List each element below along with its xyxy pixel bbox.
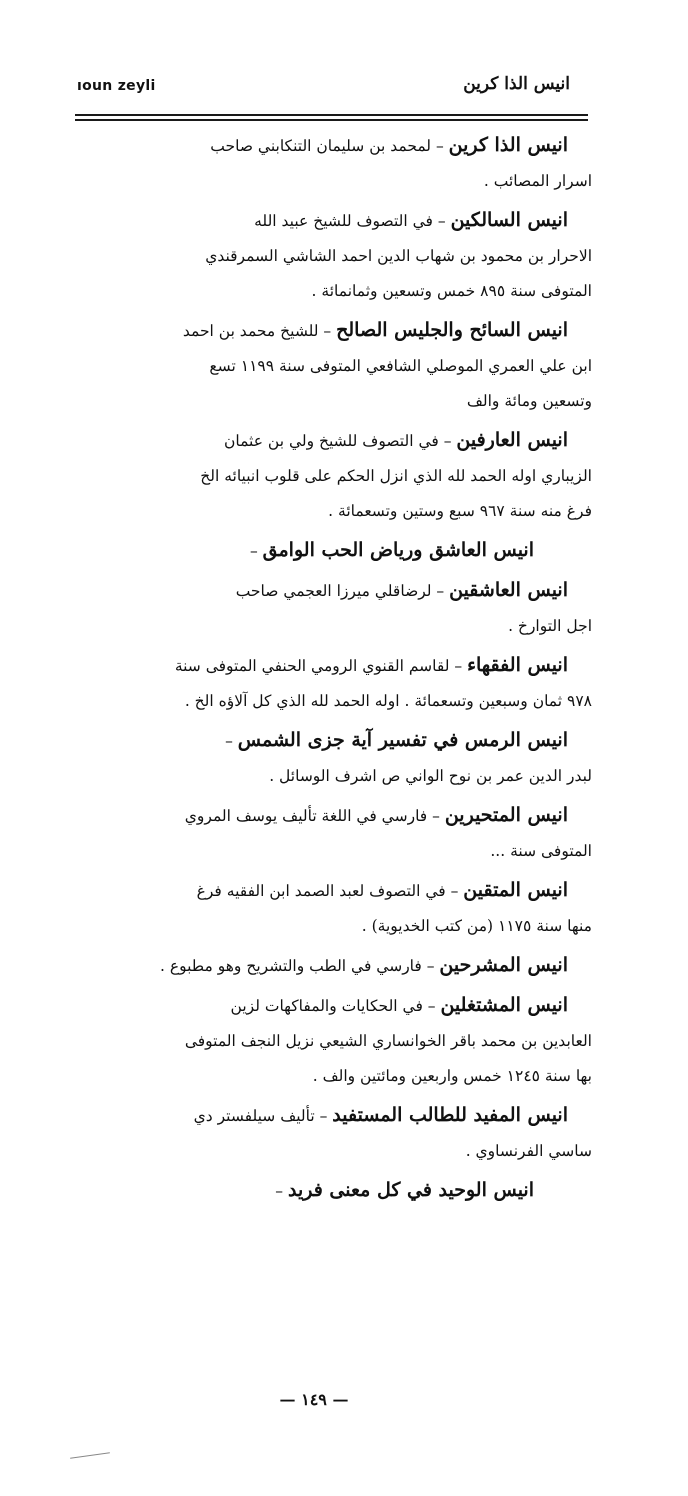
entry-line	[98, 203, 592, 239]
entry-headword: انيس السائح والجليس الصالح	[336, 319, 568, 341]
entry-text: – تأليف سيلفستر دي	[193, 1107, 333, 1125]
header-rule-top	[75, 114, 588, 116]
entry	[98, 203, 592, 309]
entry-headword: انيس المشتغلين	[440, 994, 568, 1016]
entry	[98, 873, 592, 944]
entry-line	[98, 423, 592, 459]
entry-text: – لمحمد بن سليمان التنكابني صاحب	[210, 137, 449, 155]
entry-headword: انيس الوحيد في كل معنى فريد	[287, 1179, 534, 1201]
entry-text: منها سنة ١١٧٥ (من كتب الخديوية) .	[361, 917, 592, 935]
entry-text: الزيباري اوله الحمد لله الذي انزل الحكم على قلوب انبيائه الخ	[200, 467, 592, 485]
entry	[98, 948, 592, 984]
entry-headword: انيس الرمس في تفسير آية جزى الشمس	[237, 729, 568, 751]
entry-text: الاحرار بن محمود بن شهاب الدين احمد الشاشي السمرقندي	[205, 247, 592, 265]
entry-line	[98, 274, 592, 309]
running-head-arabic: انيس الذا كرين	[463, 74, 570, 94]
entry-text: ٩٧٨ ثمان وسبعين وتسعمائة . اوله الحمد لله الذي كل آلاؤه الخ .	[184, 692, 592, 710]
entry-line	[98, 1024, 592, 1059]
entry-line	[98, 459, 592, 494]
entry-line	[98, 648, 592, 684]
entry-line	[98, 1059, 592, 1094]
running-head-latin: ıoun zeyli	[77, 78, 156, 94]
entry-text: اجل التوارخ .	[508, 617, 592, 635]
entry	[98, 988, 592, 1094]
entry-line	[98, 988, 592, 1024]
entry-headword: انيس المتحيرين	[444, 804, 568, 826]
entry-text: – في التصوف للشيخ ولي بن عثمان	[223, 432, 457, 450]
entry-headword: انيس المفيد للطالب المستفيد	[332, 1104, 568, 1126]
entry-line	[98, 313, 592, 349]
entry-text: بها سنة ١٢٤٥ خمس واربعين ومائتين والف .	[312, 1067, 592, 1085]
entry-line	[98, 239, 592, 274]
entry-line	[98, 384, 592, 419]
entry-text: –	[249, 542, 263, 560]
entry-line	[98, 573, 592, 609]
entry-line	[98, 723, 592, 759]
entry-text: – فارسي في اللغة تأليف يوسف المروي	[184, 807, 445, 825]
entry	[98, 648, 592, 719]
dictionary-entries	[98, 128, 592, 1213]
entry-line	[98, 533, 592, 569]
entry-text: –	[225, 732, 238, 750]
entry-text: المتوفى سنة ...	[490, 842, 592, 860]
entry-text: – في التصوف لعبد الصمد ابن الفقيه فرغ	[196, 882, 464, 900]
entry	[98, 128, 592, 199]
entry-text: ساسي الفرنساوي .	[465, 1142, 592, 1160]
entry	[98, 313, 592, 419]
entry-text: ابن علي العمري الموصلي الشافعي المتوفى سنة ١١٩٩ تسع	[209, 357, 592, 375]
entry-line	[98, 798, 592, 834]
entry	[98, 533, 592, 569]
entry-line	[98, 1098, 592, 1134]
entry-line	[98, 1134, 592, 1169]
entry-text: لبدر الدين عمر بن نوح الواني ص اشرف الوسائل .	[269, 767, 592, 785]
entry	[98, 723, 592, 794]
entry-headword: انيس العاشق ورياض الحب الوامق	[262, 539, 534, 561]
entry-text: – لرضاقلي ميرزا العجمي صاحب	[235, 582, 450, 600]
entry-headword: انيس السالكين	[450, 209, 568, 231]
entry-line	[98, 349, 592, 384]
entry-line	[98, 494, 592, 529]
entry-line	[98, 1173, 592, 1209]
entry-text: اسرار المصائب .	[483, 172, 592, 190]
entry-line	[98, 684, 592, 719]
entry-line	[98, 128, 592, 164]
entry	[98, 423, 592, 529]
entry-text: وتسعين ومائة والف	[466, 392, 592, 410]
entry-headword: انيس المشرحين	[439, 954, 568, 976]
scan-mark	[70, 1452, 110, 1459]
entry-line	[98, 834, 592, 869]
entry-line	[98, 164, 592, 199]
entry-text: – في الحكايات والمفاكهات لزين	[230, 997, 441, 1015]
entry	[98, 1173, 592, 1209]
entry-headword: انيس الفقهاء	[467, 654, 568, 676]
entry-headword: انيس العاشقين	[449, 579, 568, 601]
entry-line	[98, 759, 592, 794]
entry	[98, 798, 592, 869]
entry-line	[98, 873, 592, 909]
entry-text: العابدين بن محمد باقر الخوانساري الشيعي نزيل النجف المتوفى	[184, 1032, 592, 1050]
entry-text: فرغ منه سنة ٩٦٧ سبع وستين وتسعمائة .	[328, 502, 592, 520]
entry-line	[98, 948, 592, 984]
entry-text: – لقاسم القنوي الرومي الحنفي المتوفى سنة	[174, 657, 468, 675]
entry	[98, 573, 592, 644]
entry-text: – للشيخ محمد بن احمد	[182, 322, 337, 340]
header-rule-bottom	[75, 119, 588, 121]
entry-line	[98, 909, 592, 944]
entry-headword: انيس العارفين	[456, 429, 568, 451]
entry	[98, 1098, 592, 1169]
entry-headword: انيس الذا كرين	[448, 134, 568, 156]
entry-text: – فارسي في الطب والتشريح وهو مطبوع .	[160, 957, 440, 975]
entry-text: – في التصوف للشيخ عبيد الله	[254, 212, 451, 230]
entry-text: المتوفى سنة ٨٩٥ خمس وتسعين وثمانمائة .	[311, 282, 592, 300]
entry-headword: انيس المتقين	[463, 879, 568, 901]
page-number: — ١٤٩ —	[279, 1390, 349, 1409]
entry-text: –	[275, 1182, 288, 1200]
entry-line	[98, 609, 592, 644]
